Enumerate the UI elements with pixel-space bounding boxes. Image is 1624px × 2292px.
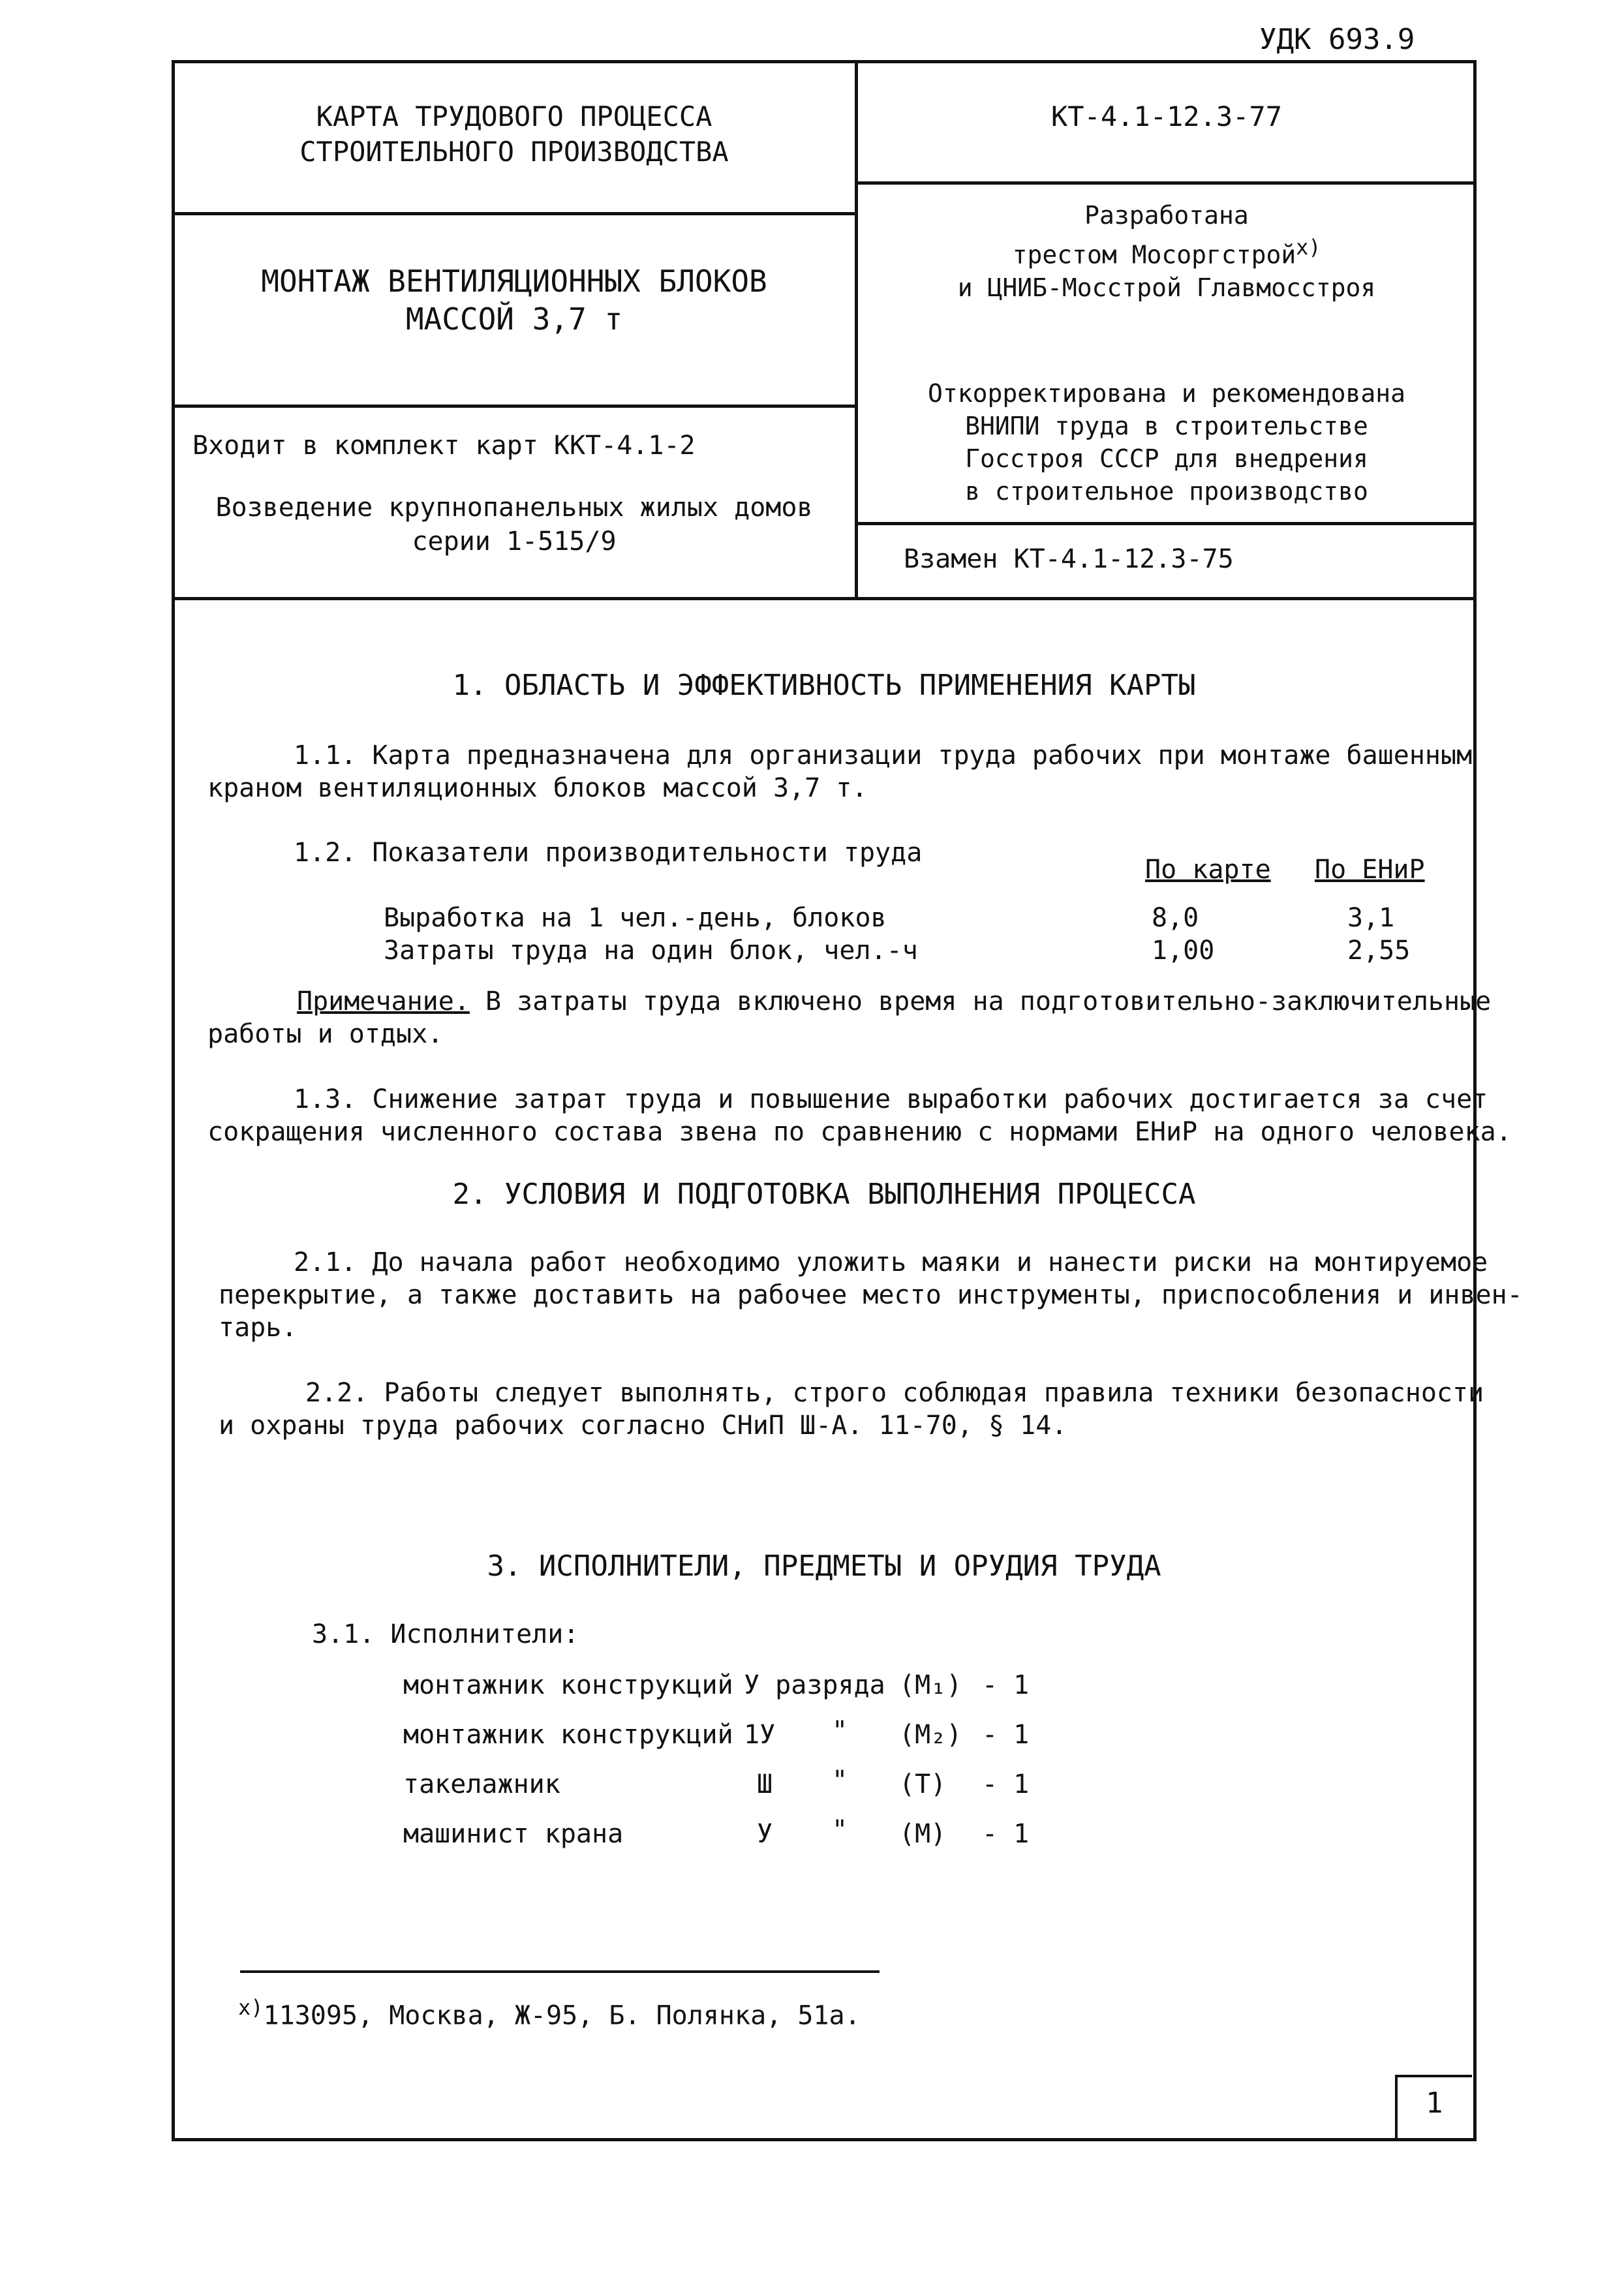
p21-line2: перекрытие, а также доставить на рабочее место инструменты, приспособления и инвен- (219, 1280, 1523, 1310)
worker-code: (М) (899, 1819, 947, 1849)
developed-line2 (857, 232, 1477, 271)
corrected-line3: Госстроя СССР для внедрения (965, 444, 1368, 473)
developed-line3: и ЦНИБ-Мосстрой Главмосстроя (957, 273, 1376, 302)
worker-ditto-mark: " (832, 1815, 848, 1845)
worker-role: такелажник (403, 1769, 560, 1799)
card-title-line2: СТРОИТЕЛЬНОГО ПРОИЗВОДСТВА (299, 136, 729, 168)
page-number: 1 (1426, 2086, 1443, 2120)
header-divider-h1-right (857, 181, 1477, 185)
row2-value-enir: 2,55 (1347, 936, 1411, 966)
header-bottom-line (172, 597, 1477, 600)
card-code: КТ-4.1-12.3-77 (1050, 100, 1282, 132)
note-label: Примечание. (297, 986, 470, 1016)
header-divider-h2-right (857, 522, 1477, 525)
note-line1 (297, 985, 1491, 1018)
row1-value-card: 8,0 (1152, 903, 1199, 933)
p11-line2: краном вентиляционных блоков массой 3,7 т. (207, 773, 868, 803)
worker-code: (М₂) (899, 1720, 962, 1750)
worker-code: (Т) (899, 1769, 947, 1799)
developed-footnote-mark: х) (1296, 236, 1321, 260)
row1-value-enir: 3,1 (1347, 903, 1395, 933)
kit-label: Входит в комплект карт ККТ-4.1-2 (192, 431, 696, 461)
subject-title-line1: МОНТАЖ ВЕНТИЛЯЦИОННЫХ БЛОКОВ (261, 264, 767, 299)
p12-label: 1.2. Показатели производительности труда (294, 838, 923, 868)
header-divider-h2-left (172, 405, 857, 408)
corrected-by (857, 377, 1477, 508)
worker-role: монтажник конструкций (403, 1670, 733, 1700)
p22-line1: 2.2. Работы следует выполнять, строго соблюдая правила техники безопасности (305, 1378, 1484, 1408)
note-text: В затраты труда включено время на подготовительно-заключительные (469, 986, 1492, 1016)
p22-line2: и охраны труда рабочих согласно СНиП Ш-А. 11-70, § 14. (219, 1411, 1067, 1441)
corrected-line2: ВНИПИ труда в строительстве (965, 412, 1368, 440)
footnote-text: 113095, Москва, Ж-95, Б. Полянка, 51а. (263, 2000, 861, 2031)
p11-line1: 1.1. Карта предназначена для организации труда рабочих при монтаже башенным (294, 741, 1473, 771)
p13-line2: сокращения численного состава звена по сравнению с нормами ЕНиР на одного человека. (207, 1117, 1512, 1147)
section3-heading: 3. ИСПОЛНИТЕЛИ, ПРЕДМЕТЫ И ОРУДИЯ ТРУДА (487, 1550, 1161, 1583)
developed-line1: Разработана (1084, 201, 1249, 230)
card-title (172, 99, 857, 170)
p21-line1: 2.1. До начала работ необходимо уложить маяки и нанести риски на монтируемое (294, 1247, 1488, 1277)
subject-title-line2: МАССОЙ 3,7 т (405, 301, 623, 337)
worker-code: (М₁) (899, 1670, 962, 1700)
section2-heading: 2. УСЛОВИЯ И ПОДГОТОВКА ВЫПОЛНЕНИЯ ПРОЦЕССА (452, 1178, 1196, 1211)
worker-grade: Ш (757, 1769, 773, 1799)
worker-count: - 1 (982, 1819, 1030, 1849)
row1-label: Выработка на 1 чел.-день, блоков (384, 903, 887, 933)
worker-role: монтажник конструкций (403, 1720, 733, 1750)
p31-label: 3.1. Исполнители: (312, 1619, 579, 1649)
worker-grade: У разряда (744, 1670, 885, 1700)
kit-line1: Возведение крупнопанельных жилых домов (215, 493, 813, 523)
corrected-line4: в строительное производство (965, 477, 1368, 506)
worker-count: - 1 (982, 1769, 1030, 1799)
section1-heading: 1. ОБЛАСТЬ И ЭФФЕКТИВНОСТЬ ПРИМЕНЕНИЯ КАРТЫ (452, 669, 1196, 702)
footnote (238, 1991, 861, 2032)
p13-line1: 1.3. Снижение затрат труда и повышение выработки рабочих достигается за счет (294, 1084, 1488, 1114)
col-header-enir: По ЕНиР (1315, 855, 1425, 885)
udk-code: УДК 693.9 (1259, 23, 1415, 56)
subject-title (172, 262, 857, 338)
worker-ditto-mark: " (832, 1716, 848, 1746)
worker-count: - 1 (982, 1720, 1030, 1750)
corrected-line1: Откорректирована и рекомендована (927, 379, 1406, 408)
col-header-card: По карте (1145, 855, 1271, 885)
row2-label: Затраты труда на один блок, чел.-ч (384, 936, 918, 966)
worker-count: - 1 (982, 1670, 1030, 1700)
p21-line3: тарь. (219, 1313, 298, 1343)
note-line2: работы и отдых. (207, 1019, 444, 1049)
kit-description (172, 491, 857, 558)
card-title-line1: КАРТА ТРУДОВОГО ПРОЦЕССА (316, 100, 712, 132)
developed-line2-text: трестом Мосоргстрой (1012, 240, 1296, 269)
worker-ditto-mark: " (832, 1765, 848, 1795)
footnote-mark: х) (238, 1995, 264, 2020)
row2-value-card: 1,00 (1152, 936, 1215, 966)
worker-grade: 1У (744, 1720, 776, 1750)
footnote-separator (240, 1970, 880, 1973)
worker-grade: У (757, 1819, 773, 1849)
kit-line2: серии 1-515/9 (412, 527, 617, 557)
header-divider-h1-left (172, 212, 857, 215)
worker-role: машинист крана (403, 1819, 624, 1849)
developed-by (857, 199, 1477, 304)
replaces-note: Взамен КТ-4.1-12.3-75 (904, 544, 1234, 574)
